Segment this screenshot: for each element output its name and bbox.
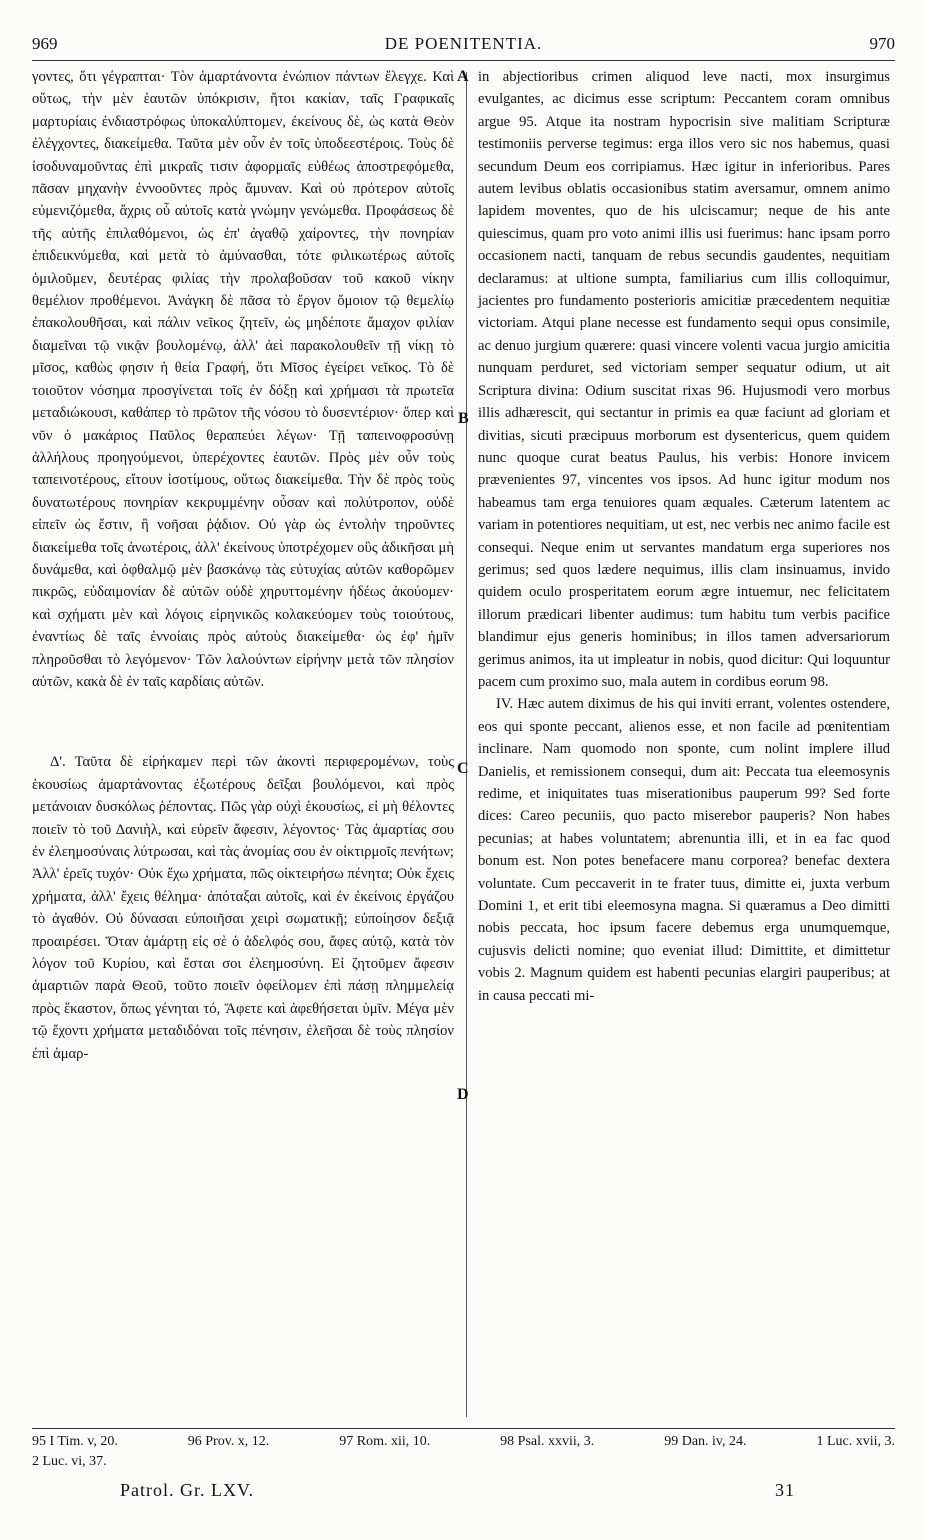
footnote-line-1 [32, 1432, 895, 1452]
footnote-97: 97 Rom. xii, 10. [339, 1434, 431, 1449]
latin-paragraph-2: IV. Hæc autem diximus de his qui inviti errant, volentes ostendere, eos qui sponte peccant, alienos esse, et non facile ad pœnitentiam inclinare. Nam quomodo non sponte, cum nolint implere illud Danielis, et remissionem consequi, dum ait: Peccata tua eleemosynis redime, et iniquitates tuas miserationibus pauperum 99? Sed forte dices: Careo pecuniis, quo pacto miserebor pauperis? Non habes pecunias; at habes voluntatem; abrenuntia illi, et in ea fac quod bonum est. Non potes benefacere manu corporea? benefac dextera voluntate. Cum peccaverit in te frater tuus, dimitte ei, juxta verbum Domini 1, et erit tibi eleemosyna magna. Si quæramus a Deo dimitti nobis peccata, hoc ipsum facere debemus erga unumquemque, cujusvis delicti nomine; quo eveniat illud: Dimittite, et dimittetur vobis 2. Magnum quidem est habenti pecunias elargiri pauperibus; at in causa peccati mi- [478, 696, 890, 1004]
column-divider [466, 72, 467, 1417]
greek-paragraph-2: Δ'. Ταῦτα δὲ εἰρήκαμεν περὶ τῶν ἀκοντὶ περιφερομένων, τοὺς ἑκουσίως ἁμαρτάνοντας ἐξωτέρους δεῖξαι βουλόμενοι, καὶ πρὸς μετάνοιαν δυσκόλως ῥέποντας. Πῶς γὰρ οὐχὶ ἑκουσίως, εἰ μὴ θέλοντες ποιεῖν τὸ τοῦ Δανιὴλ, καὶ εὑρεῖν ἄφεσιν, λέγοντος· Τὰς ἁμαρτίας σου ἐν ἐλεημοσύναις λύτρωσαι, καὶ τὰς ἀνομίας σου ἐν οἰκτιρμοῖς πενήτων; Ἀλλ' ἐρεῖς τυχόν· Οὐκ ἔχω χρήματα, πῶς οἰκτειρήσω πένητα; Οὐκ ἔχεις χρήματα, ἀλλ' ἔχεις θέλημα· ἀπόταξαι αὐτοῖς, καὶ ἐν ἐκείνοις ἐργάζου τὸ ἀγαθόν. Οὐ δύνασαι εὐποιῆσαι χειρὶ σωματικῇ; εὐποίησον δεξιᾷ προαιρέσει. Ὅταν ἁμάρτῃ εἰς σὲ ὁ ἀδελφός σου, ἄφες αὐτῷ, κατὰ τὸν λόγον τοῦ Κυρίου, καὶ ἔσται σοι ἐλεημοσύνη. Εἰ ζητοῦμεν ἄφεσιν ἁμαρτιῶν παρὰ Θεοῦ, τοῦτο ποιεῖν ὀφείλομεν ἐπὶ πάσῃ πλημμελείᾳ πρὸς ἕκαστον, ὅπως γένηται τό, Ἄφετε καὶ ἀφεθήσεται ὑμῖν. Μέγα μὲν τῷ ἔχοντι χρήματα μεταδιδόναι τοῖς πένησιν, ἐλεῆσαι δὲ τοὺς πλησίον ἐπὶ ἁμαρ- [32, 754, 454, 1062]
greek-paragraph-1: γοντες, ὅτι γέγραπται· Τὸν ἁμαρτάνοντα ἐνώπιον πάντων ἔλεγχε. Καὶ οὕτως, τὴν μὲν ἑαυτῶν ὑπόκρισιν, ἤτοι κακίαν, ταῖς Γραφικαῖς μαρτυρίαις ἐνδιαστρόφως ὑποκαλύπτομεν, ἐκείνους δὲ, ὡς κατὰ Θεὸν ἐλέγχοντες, διακείμεθα. Ταῦτα μὲν οὖν ἐν τοῖς ὑποδεεστέροις. Τοὺς δὲ ἰσοδυναμοῦντας ἐπὶ μικραῖς τισιν ἀφορμαῖς εὐθέως ἀποστρεφόμεθα, πᾶσαν μηχανὴν ἐννοοῦντες πρὸς ἄμυναν. Καὶ οὐ πρότερον αὐτοῖς εὐμενιζόμεθα, ἄχρις οὗ αὐτοῖς κατὰ γνώμην γενώμεθα. Προφάσεως δὲ τῆς αὐτῆς ἐπιλαθόμενοι, ὡς ἐπ' ἀγαθῷ χαίροντες, τὴν πονηρίαν ἐπιδεικνύμεθα, καὶ μετὰ τὸ ἀμύνασθαι, τότε φιλικωτέρως αὐτοῖς ὁμιλοῦμεν, δευτέρας φιλίας τὴν προλαβοῦσαν τοῦ κακοῦ νίκην θεμέλιον προθέμενοι. Ἀνάγκη δὲ πᾶσα τὸ ἔργον ὅμοιον τῷ θεμελίῳ ἐπακολουθῆσαι, καὶ πάλιν νεῖκος ζητεῖν, ὡς μηδέποτε ἄμαχον φιλίαν διαμεῖναι τῷ νικᾷν βουλομένῳ, ἀλλ' ἀεὶ παρακολουθεῖν τῇ νίκῃ τὸ μῖσος, καθὼς φησιν ἡ θεία Γραφή, ὅτι Μῖσος ἐγείρει νεῖκος. Τὸ δὲ τοιοῦτον νόσημα προσγίνεται τοῖς ἐν δόξῃ καὶ χρήμασι τὰ πρωτεῖα μεταδιώκουσι, καθάπερ τὸ πρῶτον τῆς νόσου τὸ δυσεντέριον· ὅπερ καὶ νῦν ὁ μακάριος Παῦλος θεραπεύει λέγων· Τῇ ταπεινοφροσύνῃ ἀλλήλους προηγούμενοι, ὑπερέχοντες ἑαυτῶν. Πρὸς μὲν οὖν τοὺς ταπεινοτέρους, εἴτουν ἰσοτίμους, οὕτως διακείμεθα. Τὴν δὲ πρὸς τοὺς δυνατωτέρους πονηρίαν κεκρυμμένην οὖσαν καὶ πολύτροπον, οὐδὲ εἰπεῖν ὡς ἔστιν, ἢ νοῆσαι ῥᾴδιον. Οὐ γὰρ ὡς ἐντολὴν τηροῦντες διακείμεθα τοῖς ἀνωτέροις, ἀλλ' ἐκείνους ὑποτρέχομεν οὓς ἀδικῆσαι μὴ δυνάμεθα, καὶ ὀφθαλμῷ μὲν βασκάνῳ τὰς εὐτυχίας αὐτῶν καθορῶμεν πικρῶς, εὐδαιμονίαν δὲ αὐτῶν οὐδὲ χηρυττομένην ἡδέως ἀκούομεν· καὶ σχήματι μὲν καὶ λόγοις εἰρηνικῶς κολακεύομεν τοὺς τοιούτους, ἐναντίως δὲ ταῖς ἐννοίαις πρὸς αὐτοὺς διακείμεθα· ὡς ἐφ' ἡμῖν πληροῦσθαι τὸ λεγόμενον· Τῶν λαλούντων εἰρήνην μετὰ τῶν πλησίον αὐτῶν, κακὰ δὲ ἐν ταῖς καρδίαις αὐτῶν. [32, 69, 454, 690]
running-title: DE POENITENTIA. [384, 34, 543, 53]
page-number-right: 970 [869, 34, 895, 53]
footnote-99: 99 Dan. iv, 24. [664, 1434, 747, 1449]
greek-column [32, 66, 454, 1065]
margin-marker-c: C [457, 760, 469, 777]
latin-column [478, 66, 890, 1007]
margin-marker-d: D [457, 1086, 469, 1103]
running-header [32, 32, 895, 61]
latin-paragraph-1: in abjectioribus crimen aliquod leve nacti, mox insurgimus evulgantes, ac dicimus esse scriptum: Peccantem coram omnibus argue 95. Atque ita nostram hypocrisin sive malitiam Scripturæ testimoniis perverse tegimus: erga illos vero sic nos habemus, quasi secundum Deum eos corripiamus. Hæc igitur in inferioribus. Pares autem levibus oblatis occasionibus statim aversamur, omnem animo lapidem moventes, quo de his ulciscamur; neque de his ante quiescimus, quam pro voto animi illis usi fuerimus: hanc ipsam porro occasionem nacti, tanquam de rebus secundis gaudentes, nequitiam declaramus: at ultione sumpta, familiarius cum illis colloquimur, jacientes pro fundamento posterioris amicitiæ præcedentem nequitiæ victoriam. Atqui plane necesse est fundamento sequi opus consimile, ac denuo jurgium quærere: quasi vincere volenti vacua jurgio amicitia nunquam perduret, sed victoriam semper sequatur odium, ut ait Scriptura divina: Odium suscitat rixas 96. Hujusmodi vero morbus illis adhærescit, qui sectantur in primis ea quæ faciunt ad gloriam et divitias, sicuti præcipuus morborum est dysentericus, quem quidem nunc quoque curat beatus Paulus, his verbis: Honore invicem prævenientes 97, vincentes vos ipsos. Ad hunc igitur modum nos habeamus tam erga tenuiores quam æquales. Cæterum latentem ac variam in potentiores nequitiam, ut est, nec verbis nec animo facile est consequi. Neque enim ut servantes mandatum erga superiores nos gerimus; sed quos lædere nequimus, illis clam insinuamus, invido quidem oculo prosperitatem eorum ægre intuemur, nec felicitatem illorum prædicari libenter audimus: tum habitu tum verbis pacifice blandimur ejus generis hominibus; in illos tamen adversariorum gerimus animos, ita ut impleatur in nobis, quod dicitur: Qui loquuntur pacem cum proximo suo, mala autem in cordibus eorum 98. [478, 69, 890, 690]
footnote-98: 98 Psal. xxvii, 3. [500, 1434, 595, 1449]
footnote-96: 96 Prov. x, 12. [187, 1434, 270, 1449]
margin-marker-b: B [458, 410, 469, 427]
footer-signature: 31 [775, 1480, 795, 1500]
page-number-left: 969 [32, 34, 58, 53]
footnote-rule [32, 1428, 895, 1429]
footnote-95: 95 I Tim. v, 20. [32, 1434, 118, 1449]
footnote-1: 1 Luc. xvii, 3. [816, 1434, 895, 1449]
footer-series: Patrol. Gr. LXV. [120, 1480, 255, 1500]
footnote-2: 2 Luc. vi, 37. [32, 1454, 107, 1469]
footnotes [32, 1432, 895, 1472]
margin-marker-a: A [457, 68, 469, 85]
